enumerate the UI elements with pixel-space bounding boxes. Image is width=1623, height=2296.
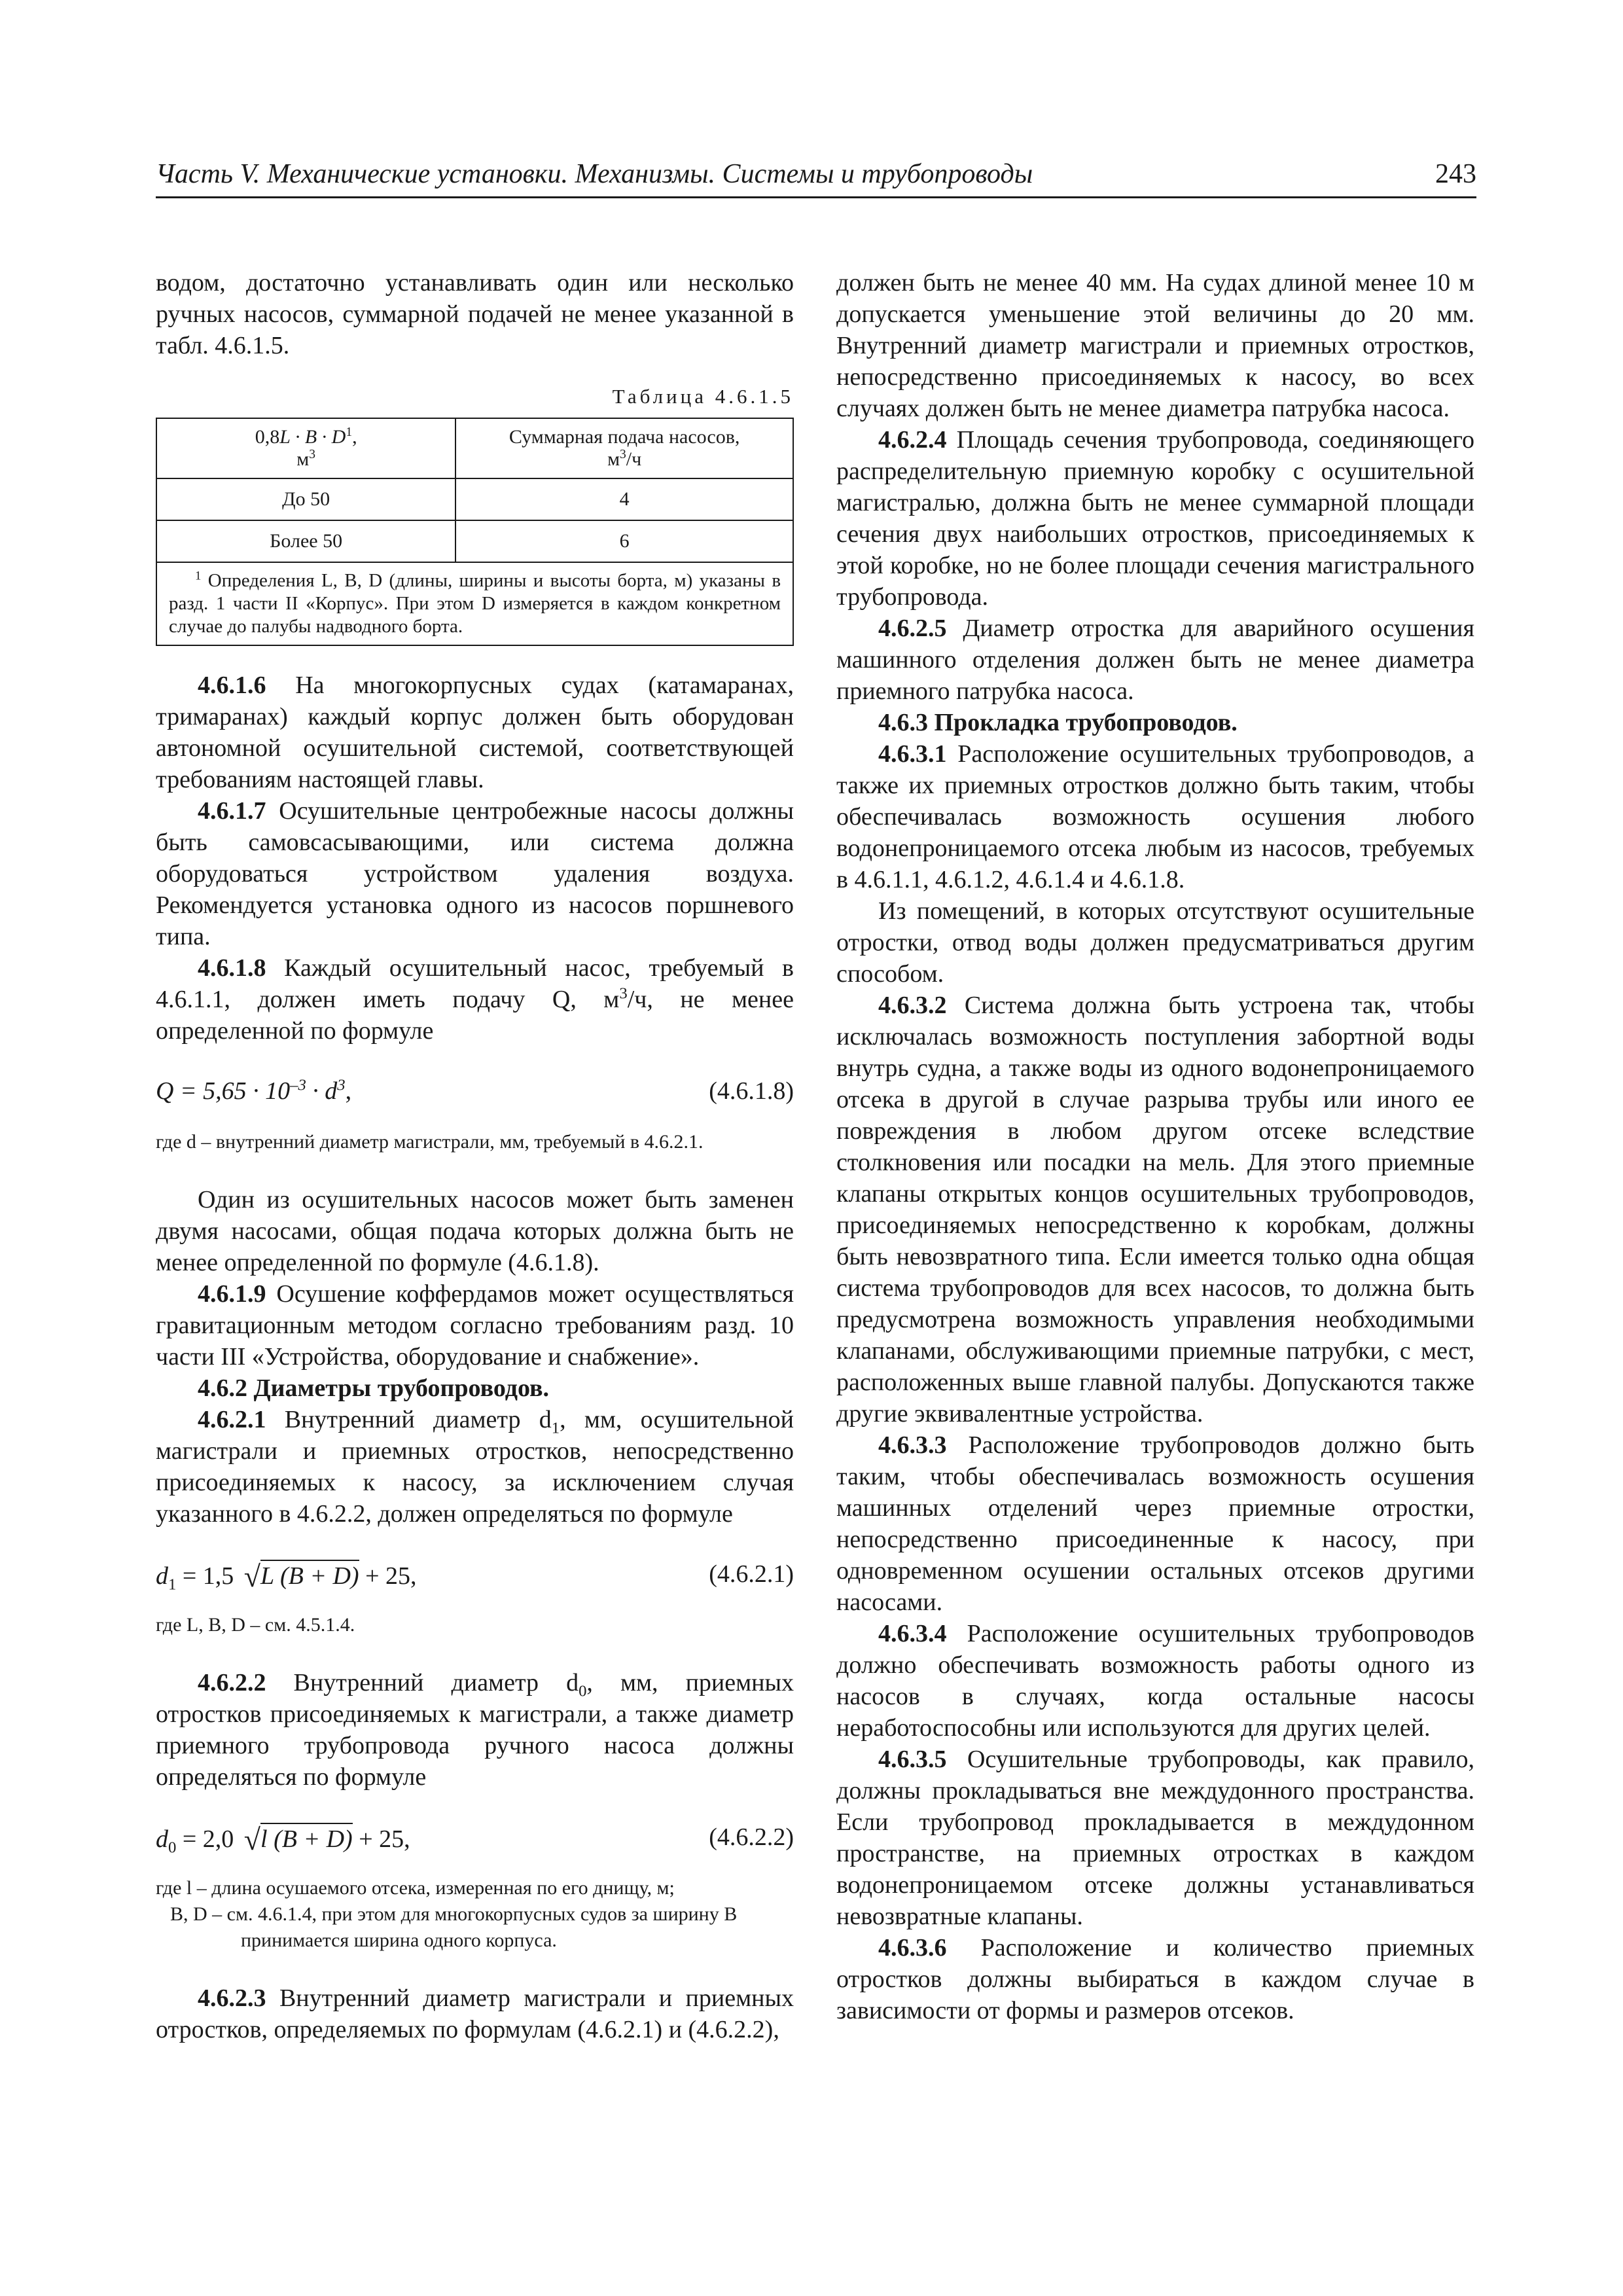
paragraph-4-6-2-3: 4.6.2.3 Внутренний диаметр магистрали и приемных отростков, определяемых по формулам (4.6.2.1) и (4.6.2.2), — [156, 1984, 794, 2043]
page-number: 243 — [1435, 159, 1476, 189]
paragraph-4-6-3-1: 4.6.3.1 Расположение осушительных трубопроводов, а также их приемных отростков должно быть таким, чтобы обеспечивалась возможность осушения любого водонепроницаемого отсека любым из насосов, требуемых в 4.6.1.1, 4.6.1.2, 4.6.1.4 и 4.6.1.8. — [836, 740, 1474, 893]
formula-number: (4.6.2.1) — [709, 1560, 794, 1588]
table-row — [156, 520, 793, 562]
paragraph-4-6-1-7: 4.6.1.7 Осушительные центробежные насосы должны быть самовсасывающими, или система должна оборудоваться устройством удаления воздуха. Рекомендуется установка одного из насосов поршневого типа. — [156, 797, 794, 950]
left-column — [156, 267, 794, 2045]
table-header-cell: Суммарная подача насосов, $м^3/ч$ — [455, 418, 793, 478]
table-cell: 4 — [455, 478, 793, 520]
paragraph-4-6-3-3: 4.6.3.3 Расположение трубопроводов должно быть таким, чтобы обеспечивалась возможность осушения машинных отделений через приемные отростки, непосредственно присоединенные к насосу, при одновременном осушении остальных отсеков другими насосами. — [836, 1431, 1475, 1616]
section-heading-4-6-2: 4.6.2 Диаметры трубопроводов. — [198, 1374, 550, 1402]
formula-legend: где L, B, D – см. 4.5.1.4. — [156, 1614, 355, 1636]
paragraph-4-6-1-8: 4.6.1.8 Каждый осушительный насос, требуемый в 4.6.1.1, должен иметь подачу Q, $м^3/ч$, не менее определенной по формуле — [156, 954, 794, 1045]
right-column — [836, 267, 1474, 2026]
table-caption: Таблица 4.6.1.5 — [612, 385, 794, 408]
table-cell: До 50 — [156, 478, 455, 520]
formula-legend: где l – длина осушаемого отсека, измеренная по его днищу, м; B, D – см. 4.6.1.4, при этом для многокорпусных судов за ширину B принимается ширина одного корпуса. — [156, 1877, 738, 1951]
paragraph-4-6-2-1: 4.6.2.1 Внутренний диаметр $d_1$, мм, осушительной магистрали и приемных отростков, непосредственно присоединяемых к насосу, за исключением случая указанного в 4.6.2.2, должен определяться по формуле — [156, 1406, 794, 1528]
formula-legend: где d – внутренний диаметр магистрали, мм, требуемый в 4.6.2.1. — [156, 1131, 704, 1153]
paragraph-rooms: Из помещений, в которых отсутствуют осушительные отростки, отвод воды должен предусматриваться другим способом. — [836, 897, 1474, 988]
running-header — [156, 156, 1476, 195]
formula-number: (4.6.1.8) — [709, 1077, 794, 1105]
header-title: Часть V. Механические установки. Механизмы. Системы и трубопроводы — [156, 159, 1033, 189]
table-cell: 6 — [455, 520, 793, 562]
table-header-cell: $0,8L \cdot B \cdot D^1$, $м^3$ — [156, 418, 455, 478]
formula-4-6-2-2: $d_0 = 2,0$ √l (B + D) + 25, (4.6.2.2) — [156, 1818, 794, 1857]
table-row — [156, 478, 793, 520]
paragraph-pumps: Один из осушительных насосов может быть заменен двумя насосами, общая подача которых должна быть не менее определенной по формуле (4.6.1.8). — [156, 1186, 794, 1276]
formula-4-6-1-8: $Q = 5,65 \cdot 10^{-3} \cdot d^3$, (4.6.1.8) — [156, 1071, 794, 1111]
section-heading-4-6-3: 4.6.3 Прокладка трубопроводов. — [878, 709, 1238, 736]
paragraph-continuation: должен быть не менее 40 мм. На судах длиной менее 10 м допускается уменьшение этой величины до 20 мм. Внутренний диаметр магистрали и приемных отростков, непосредственно присоединяемых к насосу, во всех случаях должен быть не менее диаметра патрубка насоса. — [836, 269, 1474, 422]
formula-number: (4.6.2.2) — [709, 1823, 794, 1851]
formula-4-6-2-1: $d_1 = 1,5$ √L (B + D) + 25, (4.6.2.1) — [156, 1554, 794, 1594]
table-4-6-1-5 — [156, 418, 794, 646]
header-rule — [156, 196, 1476, 198]
paragraph-4-6-3-5: 4.6.3.5 Осушительные трубопроводы, как правило, должны прокладываться вне междудонного пространства. Если трубопровод прокладывается в междудонном пространстве, на приемных отростках в каждом водонепроницаемом отсеке должны устанавливаться невозвратные клапаны. — [836, 1746, 1474, 1930]
paragraph-4-6-1-9: 4.6.1.9 Осушение коффердамов может осуществляться гравитационным методом согласно требованиям разд. 10 части III «Устройства, оборудование и снабжение». — [156, 1280, 794, 1371]
paragraph-4-6-2-5: 4.6.2.5 Диаметр отростка для аварийного осушения машинного отделения должен быть не менее диаметра приемного патрубка насоса. — [836, 615, 1474, 705]
paragraph-4-6-2-4: 4.6.2.4 Площадь сечения трубопровода, соединяющего распределительную приемную коробку с осушительной магистралью, должна быть не менее суммарной площади сечения двух наибольших отростков, присоединяемых к этой коробке, но не более площади сечения магистрального трубопровода. — [836, 426, 1474, 611]
paragraph-4-6-2-2: 4.6.2.2 Внутренний диаметр $d_0$, мм, приемных отростков присоединяемых к магистрали, а также диаметр приемного трубопровода ручного насоса должны определяться по формуле — [156, 1669, 794, 1791]
table-footnote: $^1$ Определения L, B, D (длины, ширины и высоты борта, м) указаны в разд. 1 части II «Корпус». При этом D измеряется в каждом конкретном случае до палубы надводного борта. — [156, 562, 793, 645]
paragraph-4-6-1-6: 4.6.1.6 На многокорпусных судах (катамаранах, тримаранах) каждый корпус должен быть оборудован автономной осушительной системой, соответствующей требованиям настоящей главы. — [156, 672, 794, 793]
paragraph-continuation: водом, достаточно устанавливать один или несколько ручных насосов, суммарной подачей не менее указанной в табл. 4.6.1.5. — [156, 269, 794, 359]
paragraph-4-6-3-2: 4.6.3.2 Система должна быть устроена так, чтобы исключалась возможность поступления забортной воды внутрь судна, а также воды из одного водонепроницаемого отсека в другой в случае разрыва трубы или иного ее повреждения в любом другом отсеке вследствие столкновения или посадки на мель. Для этого приемные клапаны открытых концов осушительных трубопроводов, присоединяемых непосредственно к коробкам, должны быть невозвратного типа. Если имеется только одна общая система трубопроводов для всех насосов, то должна быть предусмотрена возможность управления необходимыми клапанами, обслуживающими приемные патрубки, с мест, расположенных выше главной палубы. Допускаются также другие эквивалентные устройства. — [836, 992, 1474, 1427]
paragraph-4-6-3-6: 4.6.3.6 Расположение и количество приемных отростков должны выбираться в каждом случае в зависимости от формы и размеров отсеков. — [836, 1934, 1474, 2024]
paragraph-4-6-3-4: 4.6.3.4 Расположение осушительных трубопроводов должно обеспечивать возможность работы одного из насосов в случаях, когда остальные насосы неработоспособны или используются для других целей. — [836, 1620, 1474, 1742]
table-cell: Более 50 — [156, 520, 455, 562]
